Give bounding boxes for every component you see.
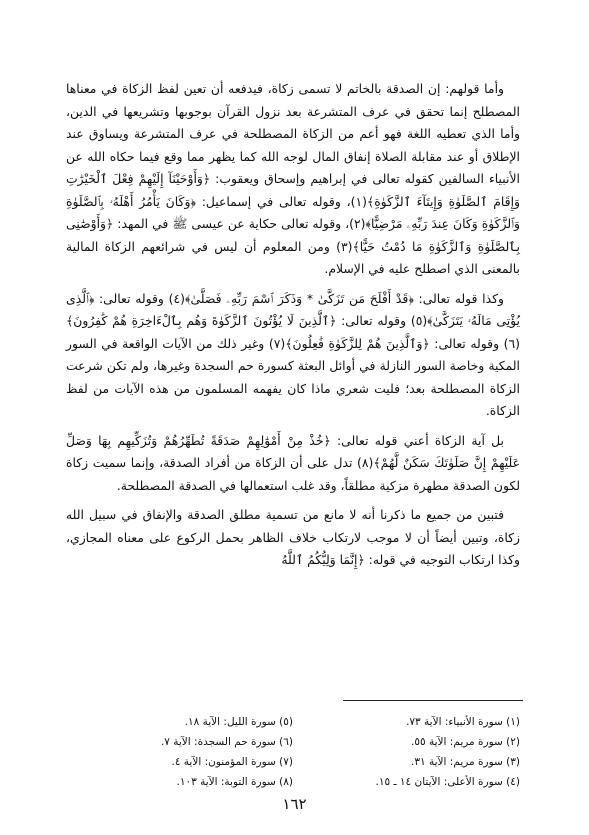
footnote-divider <box>343 700 523 701</box>
footnotes-right-column <box>293 712 520 792</box>
page-number: ١٦٢ <box>282 795 307 813</box>
main-text <box>66 78 520 579</box>
paragraph-4: فتبين من جميع ما ذكرنا أنه لا مانع من تسمية مطلق الصدقة والإنفاق في سبيل الله زكاة، وتبين أيضاً أن لا موجب لارتكاب خلاف الظاهر بحمل الركوع على معناه المجازي، وكذا ارتكاب التوجيه في قوله: ﴿إِنَّمَا وَلِيُّكُمُ ٱللَّهُ <box>66 507 520 567</box>
paragraph-3: بل آية الزكاة أعني قوله تعالى: ﴿خُذْ مِنْ أَمْوَٰلِهِمْ صَدَقَةً تُطَهِّرُهُمْ وَتُزَكِّيهِم بِهَا وَصَلِّ عَلَيْهِمْ إِنَّ صَلَوٰتَكَ سَكَنٌ لَّهُمْ﴾(٨) تدل على أن الزكاة من أفراد الصدقة، وإنما سميت زكاة لكون الصدقة مطهرة مزكية مطلقاً، وقد غلب استعمالها في الصدقة المصطلحة. <box>66 432 521 493</box>
footnote-5: (٥) سورة الليل: الآية ١٨. <box>184 716 293 728</box>
footnote-2: (٢) سورة مريم: الآية ٥٥. <box>411 736 520 748</box>
footnote-4: (٤) سورة الأعلى: الآيتان ١٤ ـ ١٥. <box>375 776 520 788</box>
footnote-8: (٨) سورة التوبة: الآية ١٠٣. <box>176 776 293 788</box>
paragraph-2: وكذا قوله تعالى: ﴿قَدْ أَفْلَحَ مَن تَزَكَّىٰ * وَذَكَرَ ٱسْمَ رَبِّهِۦ فَصَلَّىٰ﴾(٤) وقوله تعالى: ﴿ٱلَّذِى يُؤْتِى مَالَهُۥ يَتَزَكَّىٰ﴾(٥) وقوله تعالى: ﴿ٱلَّذِينَ لَا يُؤْتُونَ ٱلزَّكَوٰةَ وَهُم بِٱلْءَاخِرَةِ هُمْ كَٰفِرُونَ﴾(٦) وقوله تعالى: ﴿وَٱلَّذِينَ هُمْ لِلزَّكَوٰةِ فَٰعِلُونَ﴾(٧) وغير ذلك من الآيات الواقعة في السور المكية وخاصة السور النازلة في أوائل البعثة كسورة حم السجدة وغيرها، ولم تكن شرعت الزكاة المصطلحة بعد؛ فليت شعري ماذا كان يفهمه المسلمون من هذه الآيات من لفظ الزكاة. <box>66 290 520 418</box>
footnotes-left-column <box>66 712 293 792</box>
footnote-7: (٧) سورة المؤمنون: الآية ٤. <box>171 756 293 768</box>
footnotes <box>66 712 520 792</box>
paragraph-1: وأما قولهم: إن الصدقة بالخاتم لا تسمى زكاة، فيدفعه أن تعين لفظ الزكاة في معناها المصطلح إنما تحقق في عرف المتشرعة بعد نزول القرآن بوجوبها وتشريعها في الدين، وأما الذي تعطيه اللغة فهو أعم من الزكاة المصطلحة في عرف المتشرعة ويساوق عند الإطلاق أو عند مقابلة الصلاة إنفاق المال لوجه الله كما يظهر مما وقع فيما حكاه الله عن الأنبياء السالفين كقوله تعالى في إبراهيم وإسحاق ويعقوب: ﴿وَأَوْحَيْنَآ إِلَيْهِمْ فِعْلَ ٱلْخَيْرَٰتِ وَإِقَامَ ٱلصَّلَوٰةِ وَإِيتَآءَ ٱلزَّكَوٰةِ﴾(١)، وقوله تعالى في إسماعيل: ﴿وَكَانَ يَأْمُرُ أَهْلَهُۥ بِٱلصَّلَوٰةِ وَٱلزَّكَوٰةِ وَكَانَ عِندَ رَبِّهِۦ مَرْضِيًّا﴾(٢)، وقوله تعالى حكاية عن عيسى ﷺ في المهد: ﴿وَأَوْصَٰنِى بِٱلصَّلَوٰةِ وَٱلزَّكَوٰةِ مَا دُمْتُ حَيًّا﴾(٣) ومن المعلوم أن ليس في شرائعهم الزكاة المالية بالمعنى الذي اصطلح عليه في الإسلام. <box>66 81 520 276</box>
footnote-6: (٦) سورة حم السجدة: الآية ٧. <box>160 736 293 748</box>
footnote-3: (٣) سورة مريم: الآية ٣١. <box>411 756 520 768</box>
footnote-1: (١) سورة الأنبياء: الآية ٧٣. <box>406 716 520 728</box>
